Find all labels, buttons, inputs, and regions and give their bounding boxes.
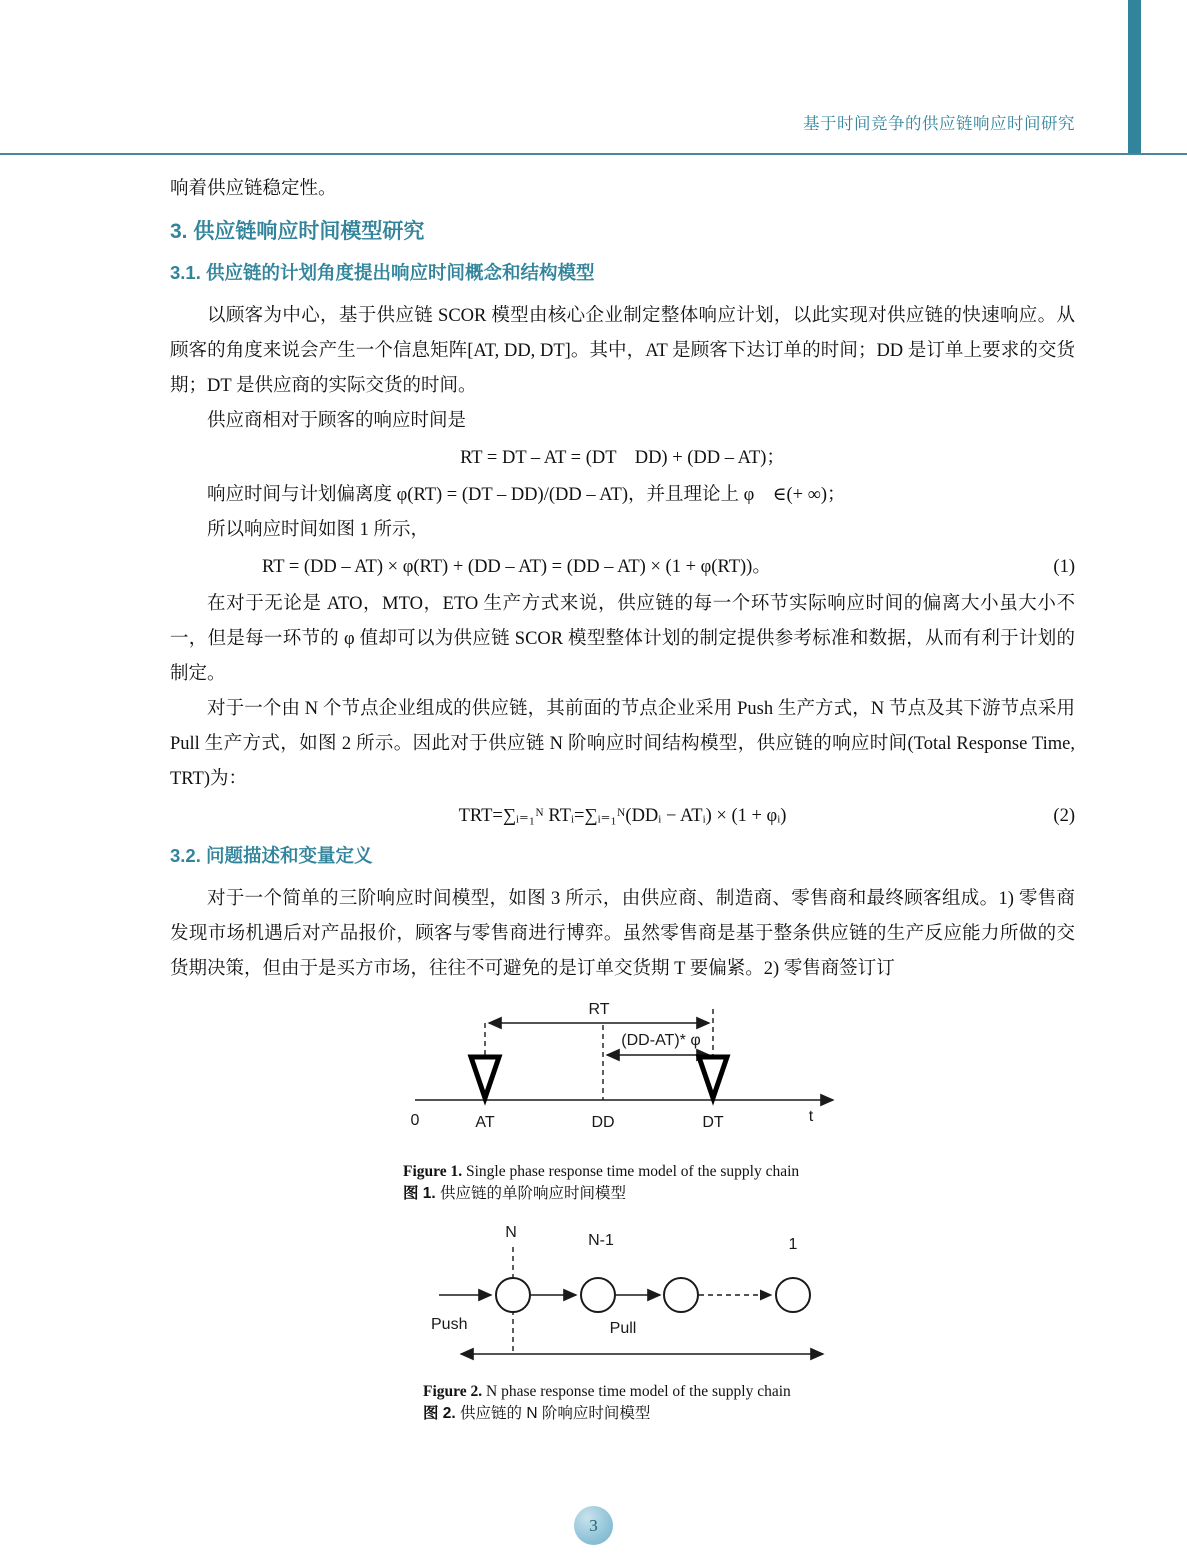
figure1-triangle-at	[471, 1057, 499, 1098]
header-rule	[0, 153, 1187, 155]
figure1-triangle-dt	[699, 1057, 727, 1098]
figure-2-caption-en-text: N phase response time model of the supply chain	[482, 1383, 791, 1400]
equation-2-number: (2)	[1053, 806, 1075, 826]
paragraph-lead: 响着供应链稳定性。	[170, 179, 337, 199]
figure-1-caption-en-text: Single phase response time model of the supply chain	[462, 1163, 800, 1180]
equation-1	[170, 550, 1075, 585]
figure-1-caption-en	[403, 1161, 803, 1183]
equation-2-text: TRT=∑ᵢ₌₁ᴺ RTᵢ=∑ᵢ₌₁ᴺ(DDᵢ − ATᵢ) × (1 + φᵢ)	[458, 806, 787, 826]
figure-2-caption-zh-text: 供应链的 N 阶响应时间模型	[455, 1405, 651, 1422]
figure1-label-at: AT	[475, 1114, 495, 1131]
paragraph-n-node-chain: 对于一个由 N 个节点企业组成的供应链，其前面的节点企业采用 Push 生产方式，N 节点及其下游节点采用 Pull 生产方式，如图 2 所示。因此对于供应链 N 阶响应时间结构模型，供应链的响应时间(Total Response Time, TRT)为：	[170, 699, 1075, 789]
figure2-node-1	[776, 1278, 810, 1312]
paragraph-ato-mto-eto: 在对于无论是 ATO，MTO，ETO 生产方式来说，供应链的每一个环节实际响应时间的偏离大小虽大小不一，但是每一环节的 φ 值却可以为供应链 SCOR 模型整体计划的制定提供参考标准和数据，从而有利于计划的制定。	[170, 594, 1075, 684]
figure2-label-one: 1	[788, 1236, 798, 1253]
figure2-label-n: N	[505, 1224, 517, 1241]
figure-2-diagram	[423, 1223, 843, 1373]
figure-1-caption-zh-label: 图 1.	[403, 1185, 436, 1202]
figure-2	[423, 1223, 843, 1425]
equation-1-number: (1)	[1053, 557, 1075, 577]
figure1-label-t: t	[808, 1108, 814, 1125]
paragraph-figure1-ref: 所以响应时间如图 1 所示，	[207, 520, 430, 540]
running-head-title: 基于时间竞争的供应链响应时间研究	[803, 114, 1075, 133]
figure1-label-dd-at-phi: (DD-AT)* φ	[621, 1032, 701, 1049]
figure-1-caption	[403, 1161, 803, 1205]
figure2-node-n	[496, 1278, 530, 1312]
figure2-label-n-minus-1: N-1	[588, 1232, 614, 1249]
figure1-label-dd: DD	[591, 1114, 615, 1131]
figure-1-caption-en-label: Figure 1.	[403, 1163, 463, 1180]
figure-2-caption	[423, 1381, 823, 1425]
figure-1-caption-zh	[403, 1183, 803, 1205]
equation-rt-text: RT = DT – AT = (DT DD) + (DD – AT)；	[460, 448, 785, 468]
figure2-label-push: Push	[431, 1316, 468, 1333]
page-content	[170, 172, 1075, 1425]
header-accent-bar	[1128, 0, 1141, 155]
page-number-badge: 3	[574, 1506, 613, 1545]
figure-2-caption-zh-label: 图 2.	[423, 1405, 456, 1422]
equation-2	[170, 799, 1075, 834]
paragraph-response-intro: 供应商相对于顾客的响应时间是	[207, 411, 467, 431]
figure1-label-dt: DT	[702, 1114, 724, 1131]
figure-2-caption-zh	[423, 1403, 823, 1425]
figure2-node-mid	[664, 1278, 698, 1312]
figure2-node-n-1	[581, 1278, 615, 1312]
figure2-label-pull: Pull	[609, 1320, 637, 1337]
section-3-1-heading: 3.1. 供应链的计划角度提出响应时间概念和结构模型	[170, 262, 595, 283]
figure-1-diagram	[403, 1003, 843, 1153]
equation-1-text: RT = (DD – AT) × φ(RT) + (DD – AT) = (DD – AT) × (1 + φ(RT))。	[262, 557, 771, 577]
figure1-label-rt: RT	[588, 1003, 610, 1018]
paragraph-scor: 以顾客为中心，基于供应链 SCOR 模型由核心企业制定整体响应计划，以此实现对供应链的快速响应。从顾客的角度来说会产生一个信息矩阵[AT, DD, DT]。其中，AT 是顾客下达订单的时间；DD 是订单上要求的交货期；DT 是供应商的实际交货的时间。	[170, 306, 1075, 396]
section-3-heading: 3. 供应链响应时间模型研究	[170, 220, 425, 243]
paragraph-three-phase: 对于一个简单的三阶响应时间模型，如图 3 所示，由供应商、制造商、零售商和最终顾客组成。1) 零售商发现市场机遇后对产品报价，顾客与零售商进行博弈。虽然零售商是基于整条供应链的生产反应能力所做的交货期决策，但由于是买方市场，往往不可避免的是订单交货期 T 要偏紧。2) 零售商签订订	[170, 889, 1075, 979]
figure-2-caption-en-label: Figure 2.	[423, 1383, 483, 1400]
equation-rt-definition	[170, 441, 1075, 476]
figure-1-caption-zh-text: 供应链的单阶响应时间模型	[435, 1185, 627, 1202]
figure1-label-zero: 0	[410, 1112, 420, 1129]
figure-2-caption-en	[423, 1381, 823, 1403]
figure-1	[403, 1003, 843, 1205]
section-3-2-heading: 3.2. 问题描述和变量定义	[170, 845, 373, 866]
paragraph-deviation: 响应时间与计划偏离度 φ(RT) = (DT – DD)/(DD – AT)，并且理论上 φ ∈(+ ∞)；	[207, 485, 846, 505]
